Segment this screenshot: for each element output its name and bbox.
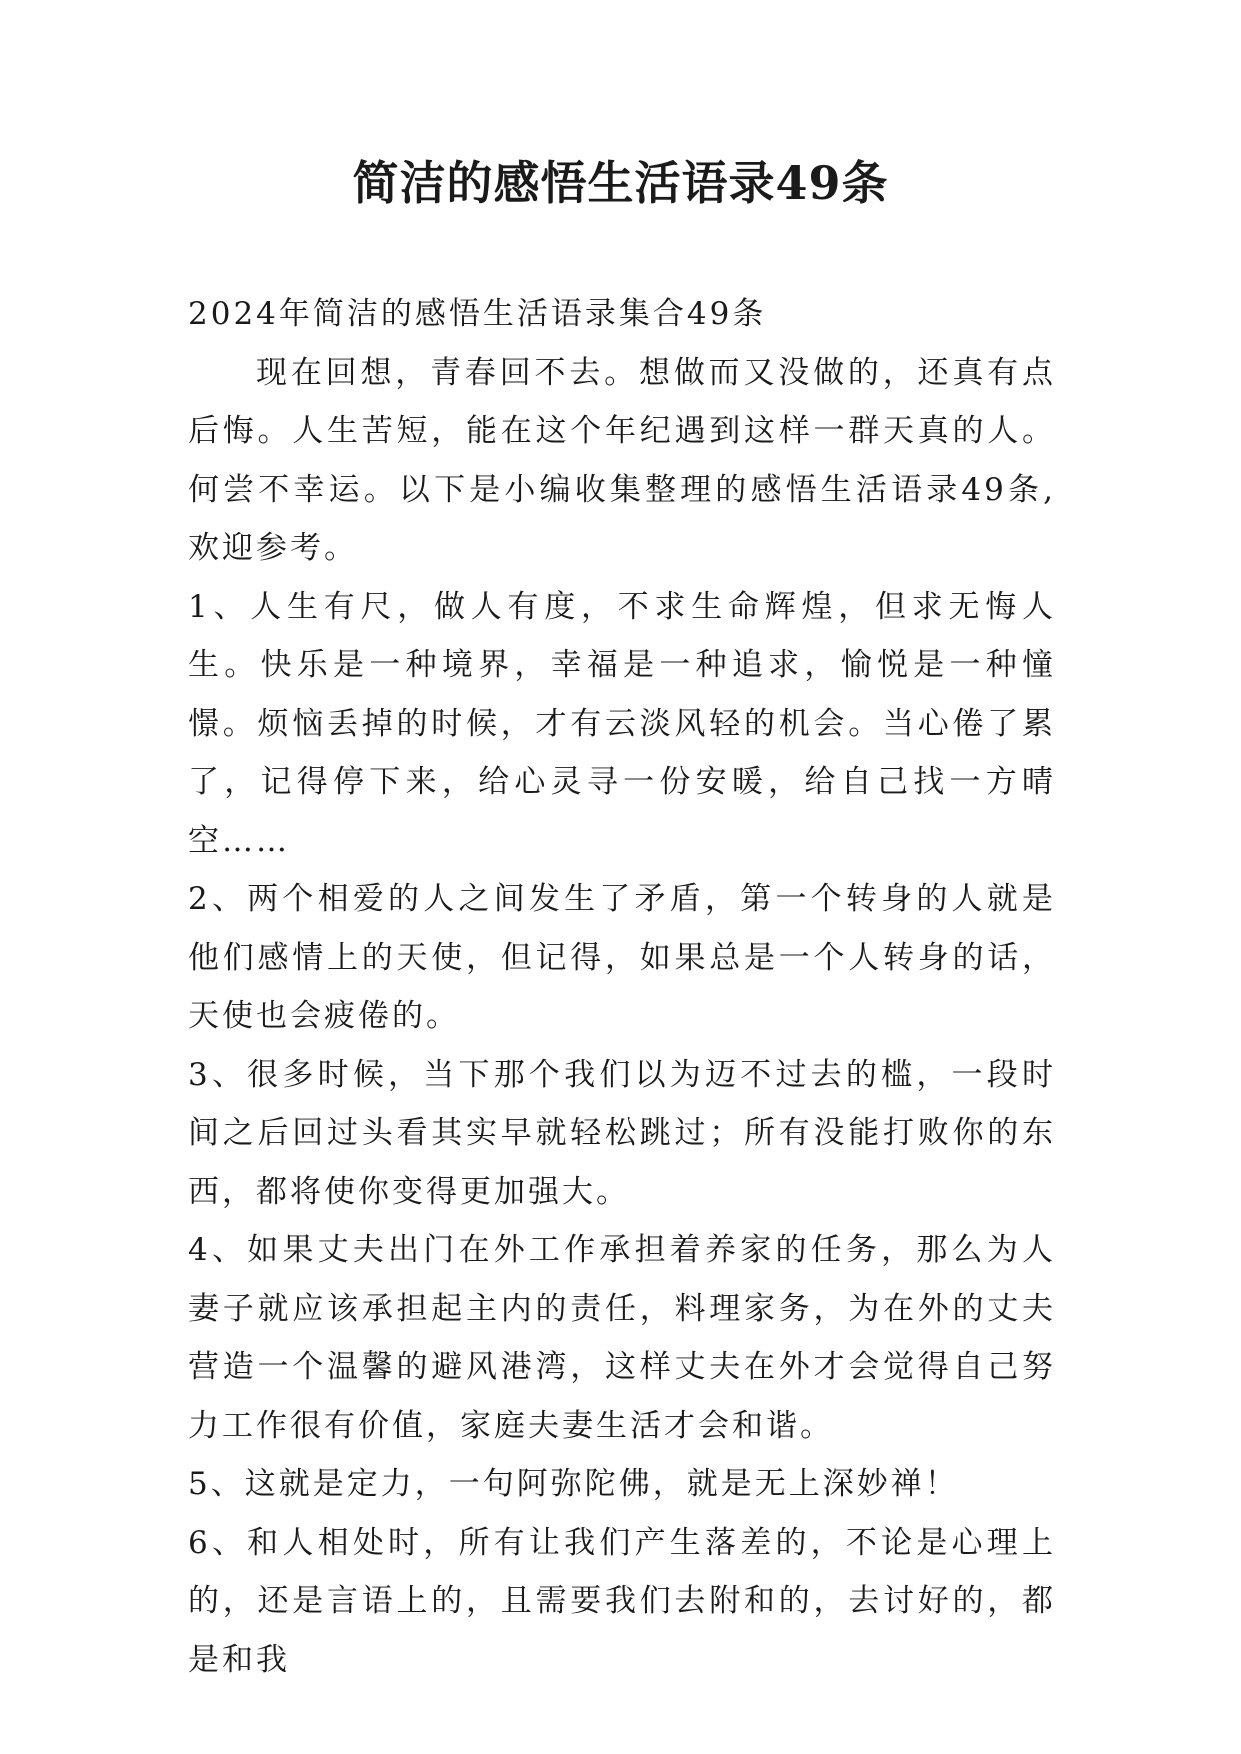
document-title: 简洁的感悟生活语录49条 — [352, 156, 889, 210]
subtitle-paragraph: 2024年简洁的感悟生活语录集合49条 — [188, 296, 767, 332]
quote-paragraph-1: 1、人生有尺，做人有度，不求生命辉煌，但求无悔人生。快乐是一种境界，幸福是一种追求，愉悦是一种憧憬。烦恼丢掉的时候，才有云淡风轻的机会。当心倦了累了，记得停下来，给心灵寻一份安暖，给自己找一方晴空…… — [188, 588, 1056, 859]
document-body — [188, 285, 1056, 1689]
quote-paragraph-6: 6、和人相处时，所有让我们产生落差的，不论是心理上的，还是言语上的，且需要我们去附和的，去讨好的，都是和我 — [188, 1524, 1056, 1678]
quote-paragraph-2: 2、两个相爱的人之间发生了矛盾，第一个转身的人就是他们感情上的天使，但记得，如果总是一个人转身的话，天使也会疲倦的。 — [188, 881, 1056, 1034]
quote-paragraph-5: 5、这就是定力，一句阿弥陀佛，就是无上深妙禅！ — [188, 1466, 959, 1502]
quote-paragraph-4: 4、如果丈夫出门在外工作承担着养家的任务，那么为人妻子就应该承担起主内的责任，料理家务，为在外的丈夫营造一个温馨的避风港湾，这样丈夫在外才会觉得自己努力工作很有价值，家庭夫妻生活才会和谐。 — [188, 1232, 1056, 1444]
intro-paragraph: 现在回想，青春回不去。想做而又没做的，还真有点后悔。人生苦短，能在这个年纪遇到这样一群天真的人。何尝不幸运。以下是小编收集整理的感悟生活语录49条,欢迎参考。 — [188, 354, 1056, 566]
quote-paragraph-3: 3、很多时候，当下那个我们以为迈不过去的槛，一段时间之后回过头看其实早就轻松跳过；所有没能打败你的东西，都将使你变得更加强大。 — [188, 1056, 1056, 1210]
